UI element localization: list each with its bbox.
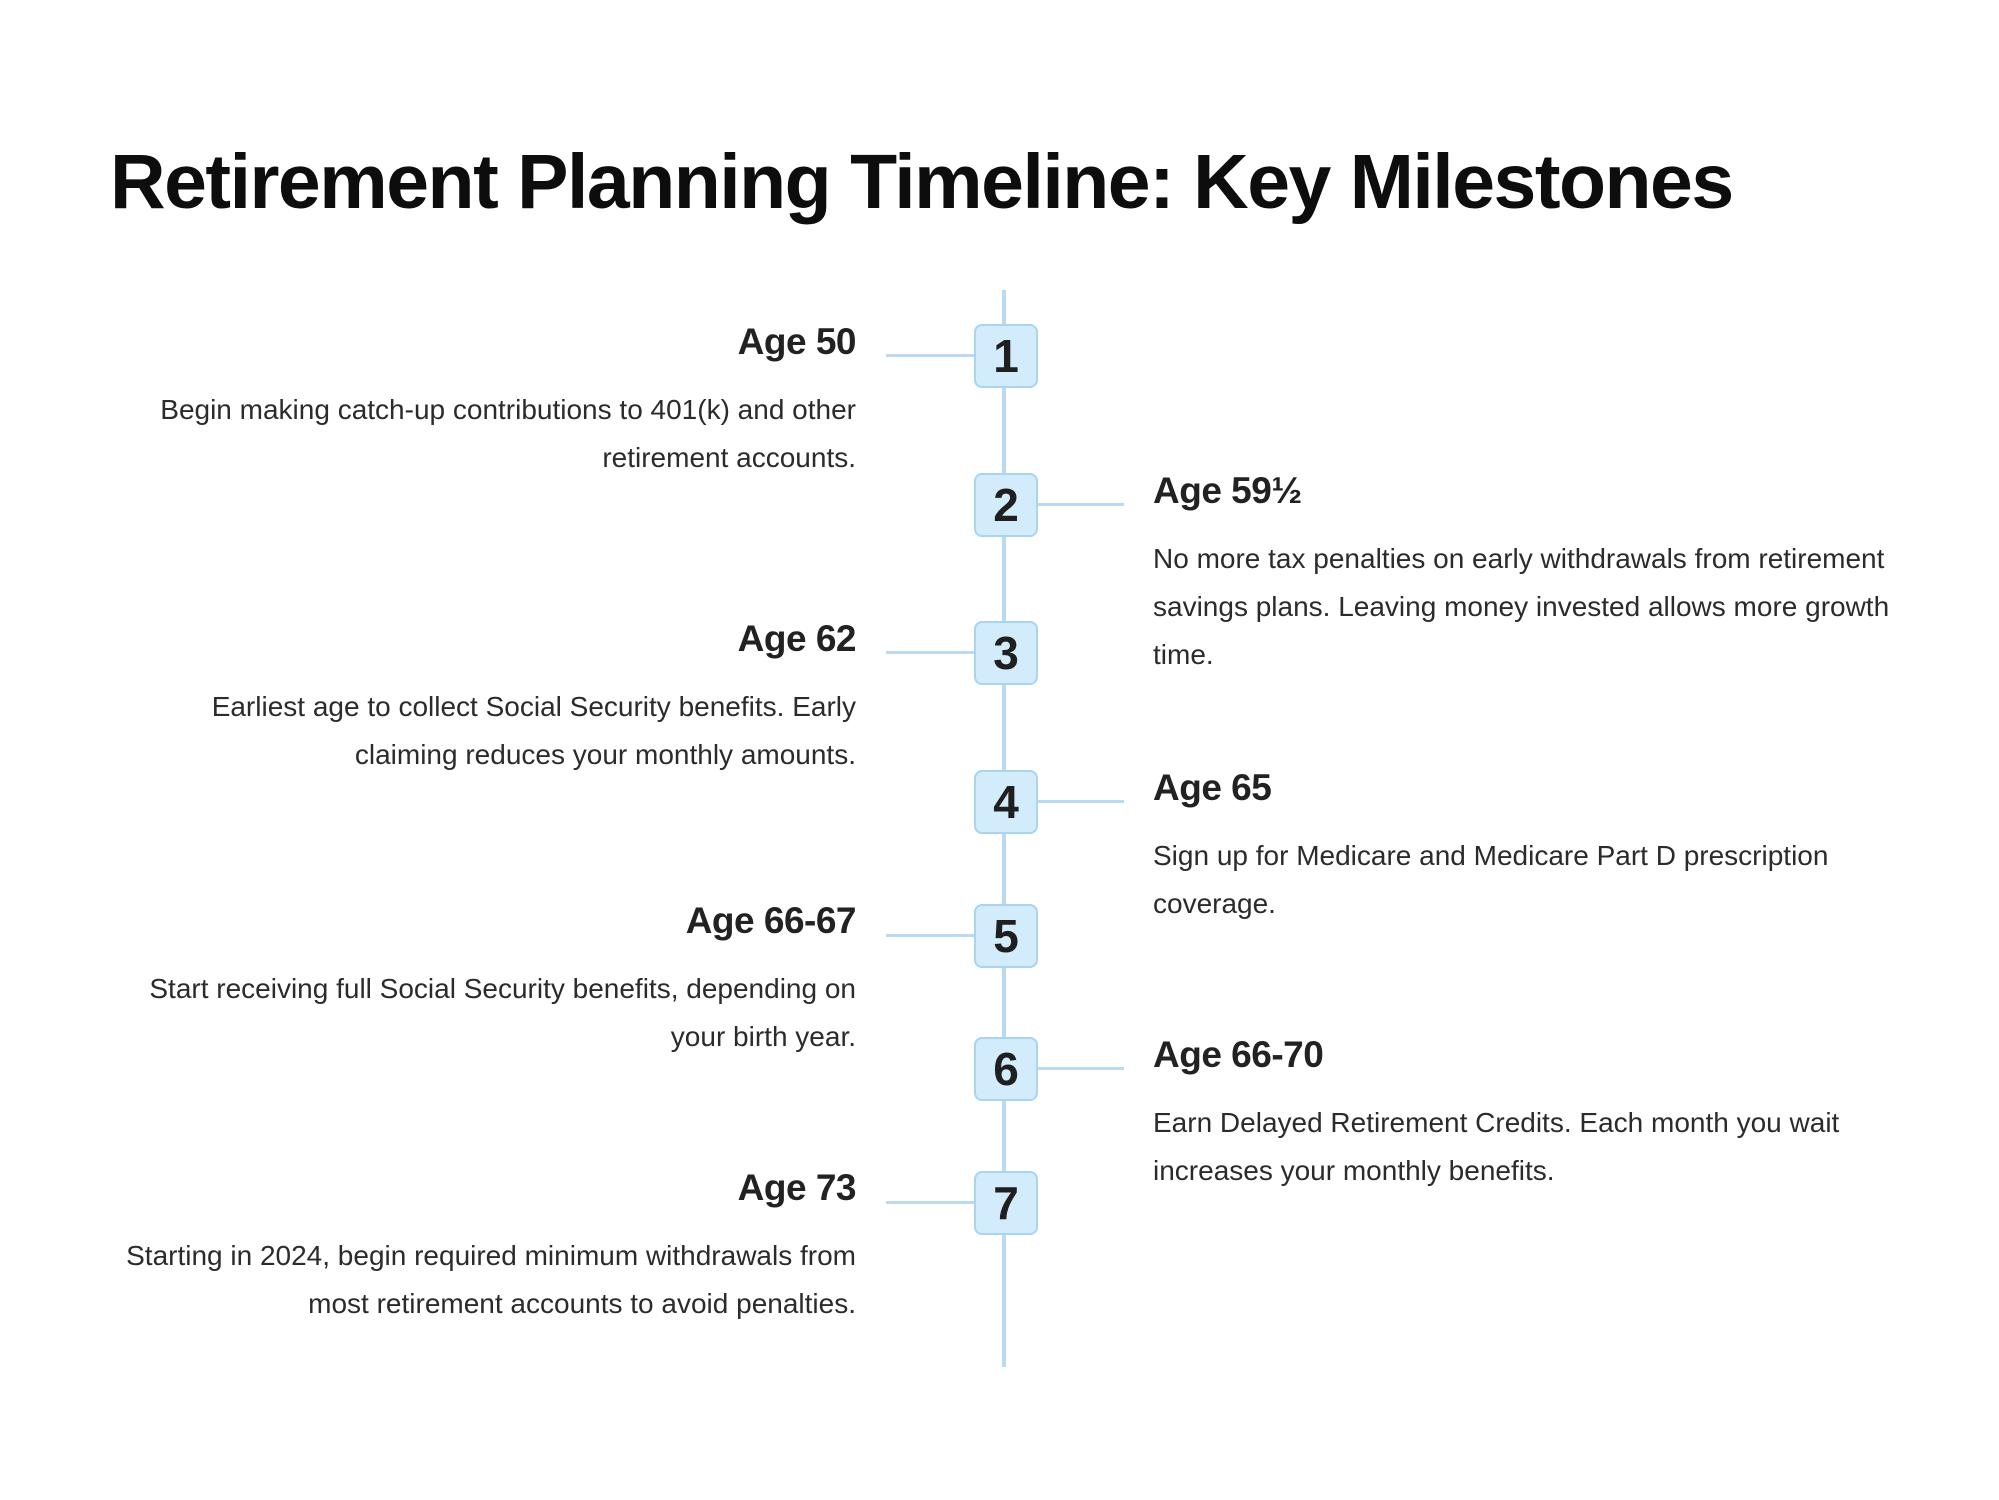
- milestone-4-card: [1153, 766, 1893, 928]
- milestone-5-age: Age 66-67: [685, 900, 856, 941]
- connector-line: [1034, 503, 1124, 506]
- milestone-5-description: Start receiving full Social Security benefits, depending on your birth year.: [149, 973, 856, 1053]
- milestone-4-age: Age 65: [1153, 767, 1272, 808]
- milestone-1-step-badge: 1: [974, 324, 1038, 388]
- milestone-5-step-badge: 5: [974, 904, 1038, 968]
- milestone-6-card: [1153, 1033, 1893, 1195]
- connector-line: [886, 354, 976, 357]
- milestone-2-card: [1153, 469, 1893, 679]
- milestone-5-card: [116, 899, 856, 1061]
- milestone-6-description: Earn Delayed Retirement Credits. Each month you wait increases your monthly benefits.: [1153, 1107, 1840, 1187]
- milestone-1-description: Begin making catch-up contributions to 401(k) and other retirement accounts.: [160, 394, 856, 474]
- milestone-3-age: Age 62: [737, 618, 856, 659]
- connector-line: [886, 934, 976, 937]
- milestone-1-age: Age 50: [737, 321, 856, 362]
- milestone-2-step-badge: 2: [974, 473, 1038, 537]
- milestone-6-age: Age 66-70: [1153, 1034, 1324, 1075]
- milestone-1-card: [116, 320, 856, 482]
- milestone-4-step-badge: 4: [974, 770, 1038, 834]
- connector-line: [1034, 800, 1124, 803]
- milestone-7-age: Age 73: [737, 1167, 856, 1208]
- connector-line: [1034, 1067, 1124, 1070]
- milestone-7-description: Starting in 2024, begin required minimum withdrawals from most retirement accounts to avoid penalties.: [126, 1240, 856, 1320]
- milestone-7-card: [116, 1166, 856, 1328]
- milestone-3-card: [116, 617, 856, 779]
- milestone-3-step-badge: 3: [974, 621, 1038, 685]
- connector-line: [886, 651, 976, 654]
- milestone-3-description: Earliest age to collect Social Security benefits. Early claiming reduces your monthly amounts.: [211, 691, 856, 771]
- milestone-6-step-badge: 6: [974, 1037, 1038, 1101]
- milestone-2-description: No more tax penalties on early withdrawals from retirement savings plans. Leaving money invested allows more growth time.: [1153, 543, 1890, 671]
- milestone-4-description: Sign up for Medicare and Medicare Part D prescription coverage.: [1153, 840, 1829, 920]
- milestone-7-step-badge: 7: [974, 1171, 1038, 1235]
- page-title: Retirement Planning Timeline: Key Milestones: [110, 139, 1733, 225]
- milestone-2-age: Age 59½: [1153, 470, 1302, 511]
- connector-line: [886, 1201, 976, 1204]
